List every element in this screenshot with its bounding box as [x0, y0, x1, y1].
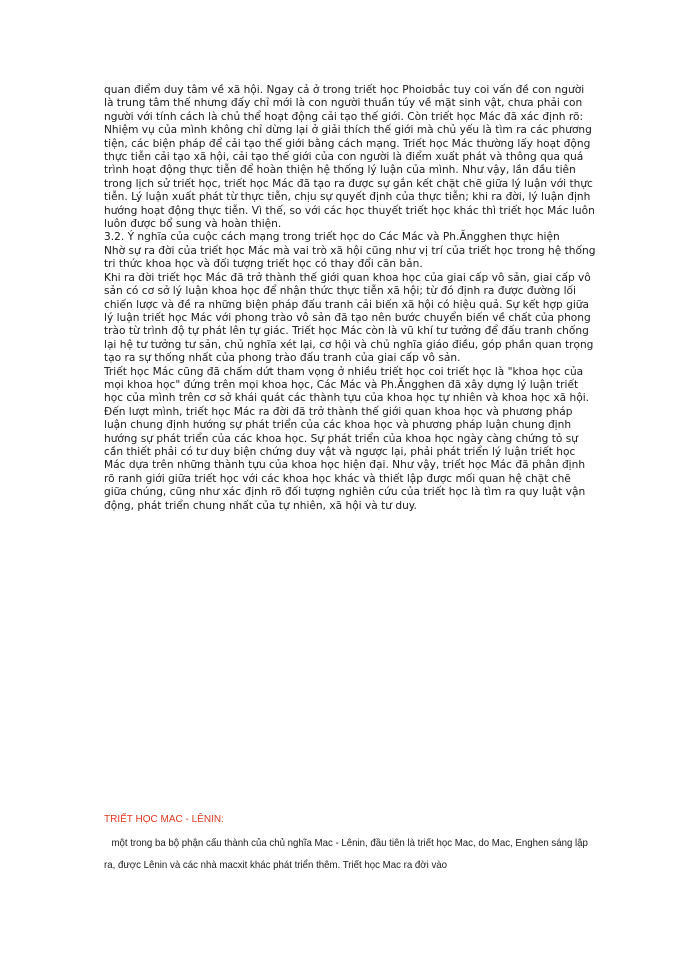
main-text-block [104, 84, 596, 513]
paragraph-role: Nhờ sự ra đời của triết học Mác mà vai trò xã hội cũng như vị trí của triết học trong hệ thống tri thức khoa học và đối tượng triết học có thay đổi căn bản. [104, 244, 596, 271]
lenin-section [104, 813, 604, 877]
lenin-section-title: TRIẾT HỌC MAC - LÊNIN: [104, 814, 224, 825]
paragraph-intro: quan điểm duy tâm về xã hội. Ngay cả ở trong triết học Phoiơbắc tuy coi vấn đề con người là trung tâm thế nhưng đấy chỉ mới là con người thuần túy về mặt sinh vật, chưa phải con người với tính cách là chủ thể hoạt động cải tạo thế giới. Còn triết học Mác đã xác định rõ: Nhiệm vụ của mình không chỉ dừng lại ở giải thích thế giới mà chủ yếu là tìm ra các phương tiện, các biện pháp để cải tạo thế giới bằng cách mạng. Triết học Mác thường lấy hoạt động thực tiễn cải tạo xã hội, cải tạo thế giới của con người là điểm xuất phát và thông qua quá trình hoạt động thực tiễn để hoàn thiện hệ thống lý luận của mình. Như vậy, lần đầu tiên trong lịch sử triết học, triết học Mác đã tạo ra được sự gắn kết chặt chẽ giữa lý luận với thực tiễn. Lý luận xuất phát từ thực tiễn, chịu sự quyết định của thực tiễn; khi ra đời, lý luận định hướng hoạt động thực tiễn. Vì thế, so với các học thuyết triết học khác thì triết học Mác luôn luôn được bổ sung và hoàn thiện. [104, 84, 595, 231]
paragraph-science: Triết học Mác cũng đã chấm dứt tham vọng ở nhiều triết học coi triết học là "khoa học của mọi khoa học" đứng trên mọi khoa học, Các Mác và Ph.Ăngghen đã xây dựng lý luận triết học của mình trên cơ sở khái quát các thành tựu của khoa học tự nhiên và khoa học xã hội. Đến lượt mình, triết học Mác ra đời đã trở thành thế giới quan khoa học và phương pháp luận chung định hướng sự phát triển của các khoa học và phương pháp luận chung định hướng sự phát triển của các khoa học. Sự phát triển của khoa học ngày càng chứng tỏ sự cần thiết phải có tư duy biện chứng duy vật và ngược lại, phải phát triển lý luận triết học Mác dựa trên những thành tựu của khoa học hiện đại. Như vậy, triết học Mác đã phân định rõ ranh giới giữa triết học với các khoa học khác và thiết lập được mối quan hệ chặt chẽ giữa chúng, cũng như xác định rõ đối tượng nghiên cứu của triết học là tìm ra quy luật vận động, phát triển chung nhất của tự nhiên, xã hội và tư duy. [104, 365, 590, 512]
section-heading-3-2: 3.2. Ý nghĩa của cuộc cách mạng trong triết học do Các Mác và Ph.Ăngghen thực hiện [104, 231, 560, 244]
paragraph-worldview: Khi ra đời triết học Mác đã trở thành thế giới quan khoa học của giai cấp vô sản, giai cấp vô sản có cơ sở lý luận khoa học để nhận thức thực tiễn xã hội; từ đó định ra được đường lối chiến lược và đề ra những biện pháp đấu tranh cải biến xã hội có hiệu quả. Sự kết hợp giữa lý luận triết học Mác với phong trào vô sản đã tạo nên bước chuyển biến về chất của phong trào từ trình độ tự phát lên tự giác. Triết học Mác còn là vũ khí tư tưởng để đấu tranh chống lại hệ tư tưởng tư sản, chủ nghĩa xét lại, cơ hội và chủ nghĩa giáo điều, góp phần quan trọng tạo ra sự thống nhất của phong trào đấu tranh của giai cấp vô sản. [104, 271, 594, 365]
lenin-section-text: một trong ba bộ phận cấu thành của chủ nghĩa Mac - Lênin, đầu tiên là triết học Mac, do Mac, Enghen sáng lập ra, được Lênin và các nhà macxit khác phát triển thêm. Triết học Mac ra đời vào [104, 838, 588, 871]
